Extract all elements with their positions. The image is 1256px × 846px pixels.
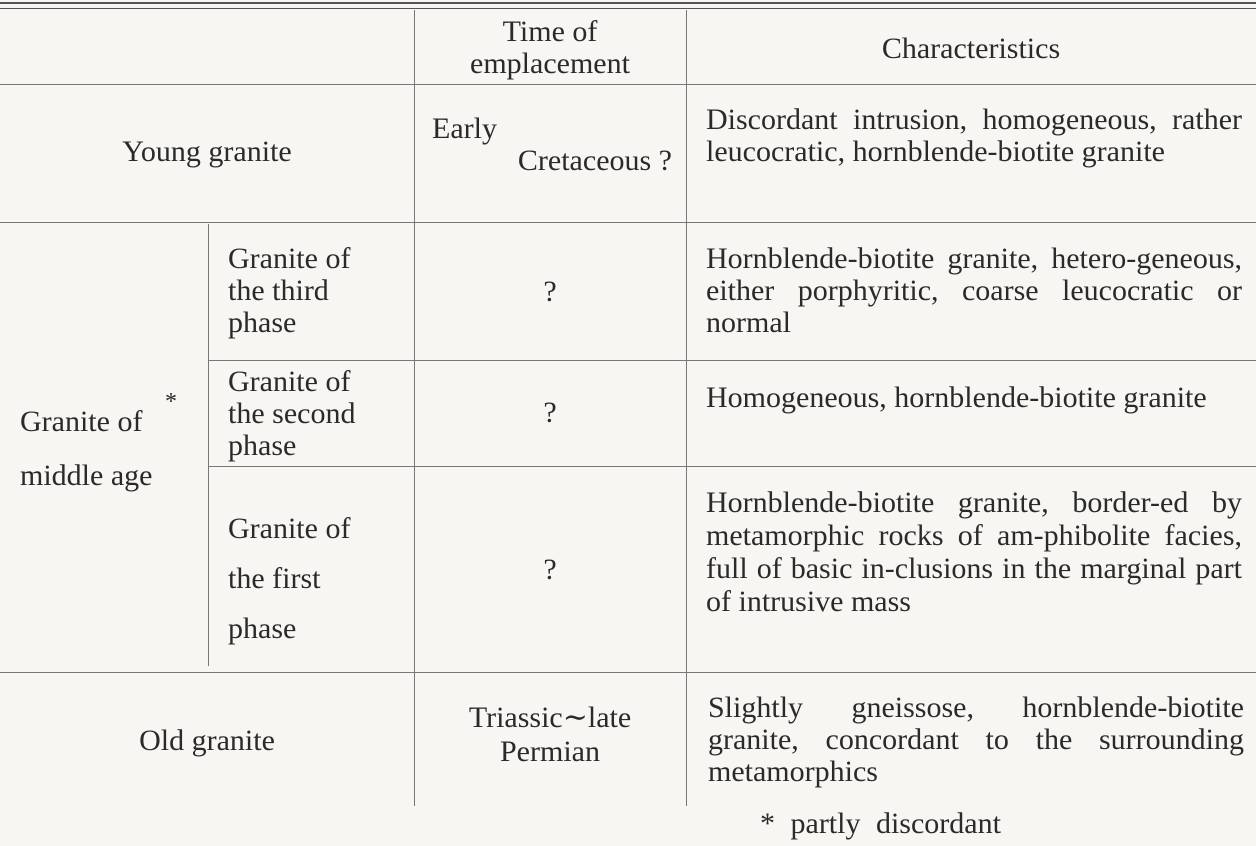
header-time: Time of emplacement: [470, 15, 630, 80]
row-first-phase-time: ?: [543, 553, 557, 586]
row-first-phase-characteristics: Hornblende-biotite granite, border-ed by metamorphic rocks of am-phibolite facies, full of basic in-clusions in the marginal part of intrusive mass: [706, 486, 1242, 618]
row-divider: [208, 360, 1256, 361]
top-rule: [0, 2, 1256, 4]
row-old-name: Old granite: [139, 724, 275, 757]
row-divider: [208, 466, 1256, 467]
row-young-name: Young granite: [122, 135, 292, 168]
row-young-time: Early Cretaceous ?: [432, 112, 672, 177]
row-old-characteristics: Slightly gneissose, hornblende-biotite granite, concordant to the surrounding metamorphics: [708, 691, 1244, 788]
row-middle-name: Granite of middle age: [20, 405, 153, 492]
asterisk-mark: *: [165, 389, 177, 415]
row-young-characteristics: Discordant intrusion, homogeneous, rather leucocratic, hornblende-biotite granite: [706, 103, 1242, 168]
row-second-phase-characteristics: Homogeneous, hornblende-biotite granite: [706, 381, 1207, 414]
row-third-phase-characteristics: Hornblende-biotite granite, hetero-geneous, either porphyritic, coarse leucocratic or normal: [706, 242, 1242, 339]
row-first-phase-name: Granite of the first phase: [228, 512, 351, 645]
row-second-phase-name: Granite of the second phase: [228, 365, 356, 462]
row-third-phase-name: Granite of the third phase: [228, 242, 351, 339]
row-second-phase-time: ?: [543, 396, 557, 429]
row-divider: [0, 672, 1256, 673]
header-characteristics: Characteristics: [881, 32, 1061, 65]
footnote: * partly discordant: [760, 807, 1001, 840]
top-rule-thin: [0, 8, 1256, 9]
row-divider: [0, 222, 1256, 223]
column-divider: [686, 10, 687, 806]
row-third-phase-time: ?: [543, 275, 557, 308]
row-old-time: Triassic∼late Permian: [468, 701, 632, 768]
column-divider: [208, 224, 209, 666]
row-divider: [0, 84, 1256, 85]
